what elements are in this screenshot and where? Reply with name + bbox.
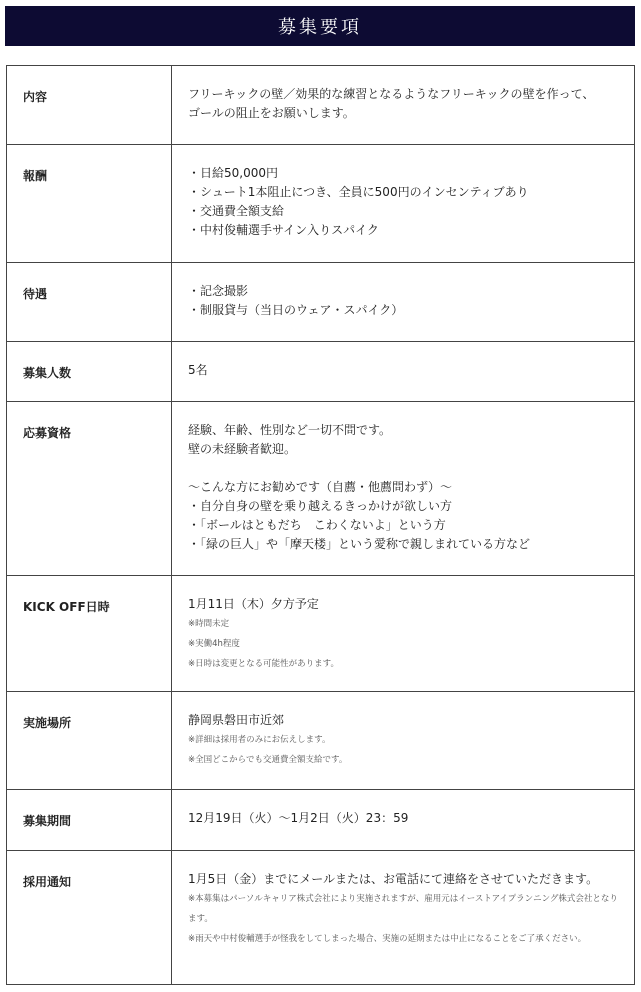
value-line: 静岡県磐田市近郊 (188, 713, 285, 727)
requirements-table (6, 65, 635, 985)
row-label: 募集人数 (7, 342, 172, 402)
value-line: ・「緑の巨人」や「摩天楼」という愛称で親しまれている方など (188, 537, 531, 551)
value-line: 壁の未経験者歓迎。 (188, 442, 297, 456)
row-value (172, 851, 635, 985)
row-label: 応募資格 (7, 402, 172, 576)
table-row (7, 145, 635, 263)
value-line: 経験、年齢、性別など一切不問です。 (188, 423, 392, 437)
note-line: ※日時は変更となる可能性があります。 (188, 659, 339, 669)
value-line: フリーキックの壁／効果的な練習となるようなフリーキックの壁を作って、 (188, 87, 595, 101)
value-line: ・記念撮影 (188, 284, 249, 298)
note-line: ※時間未定 (188, 619, 230, 629)
row-value (172, 66, 635, 145)
value-line: ・「ボールはともだち こわくないよ」という方 (188, 518, 446, 532)
row-value (172, 790, 635, 851)
note-line: ※本募集はパーソルキャリア株式会社により実施されますが、雇用元はイーストアイプランニング株式会社となります。 (188, 894, 618, 924)
value-line: 1月5日（金）までにメールまたは、お電話にて連絡をさせていただきます。 (188, 872, 599, 886)
table-row (7, 790, 635, 851)
value-line: 5名 (188, 363, 208, 377)
value-line: ゴールの阻止をお願いします。 (188, 106, 355, 120)
note-line: ※詳細は採用者のみにお伝えします。 (188, 735, 331, 745)
row-value (172, 263, 635, 342)
table-row (7, 692, 635, 790)
value-line: ・交通費全額支給 (188, 204, 285, 218)
row-value (172, 576, 635, 692)
row-label: KICK OFF日時 (7, 576, 172, 692)
table-row (7, 66, 635, 145)
value-line: 12月19日（火）～1月2日（火）23：59 (188, 811, 409, 825)
row-label: 報酬 (7, 145, 172, 263)
value-line: ～こんな方にお勧めです（自薦・他薦問わず）～ (188, 480, 453, 494)
table-row (7, 263, 635, 342)
row-value (172, 692, 635, 790)
value-line: ・シュート1本阻止につき、全員に500円のインセンティブあり (188, 185, 529, 199)
row-label: 待遇 (7, 263, 172, 342)
row-label: 実施場所 (7, 692, 172, 790)
note-line: ※雨天や中村俊輔選手が怪我をしてしまった場合、実施の延期または中止になることをご了承ください。 (188, 934, 587, 944)
row-label: 募集期間 (7, 790, 172, 851)
value-line: ・制服貸与（当日のウェア・スパイク） (188, 303, 404, 317)
table-row (7, 402, 635, 576)
page-title: 募集要項 (5, 6, 635, 46)
row-value (172, 342, 635, 402)
value-line: ・中村俊輔選手サイン入りスパイク (188, 223, 379, 237)
note-line: ※実働4h程度 (188, 639, 240, 649)
row-value (172, 145, 635, 263)
row-label: 採用通知 (7, 851, 172, 985)
row-label: 内容 (7, 66, 172, 145)
table-row (7, 342, 635, 402)
note-line: ※全国どこからでも交通費全額支給です。 (188, 755, 348, 765)
table-row (7, 576, 635, 692)
table-row (7, 851, 635, 985)
row-value (172, 402, 635, 576)
value-line: ・日給50,000円 (188, 166, 278, 180)
value-line: 1月11日（木）夕方予定 (188, 597, 319, 611)
value-line: ・自分自身の壁を乗り越えるきっかけが欲しい方 (188, 499, 453, 513)
